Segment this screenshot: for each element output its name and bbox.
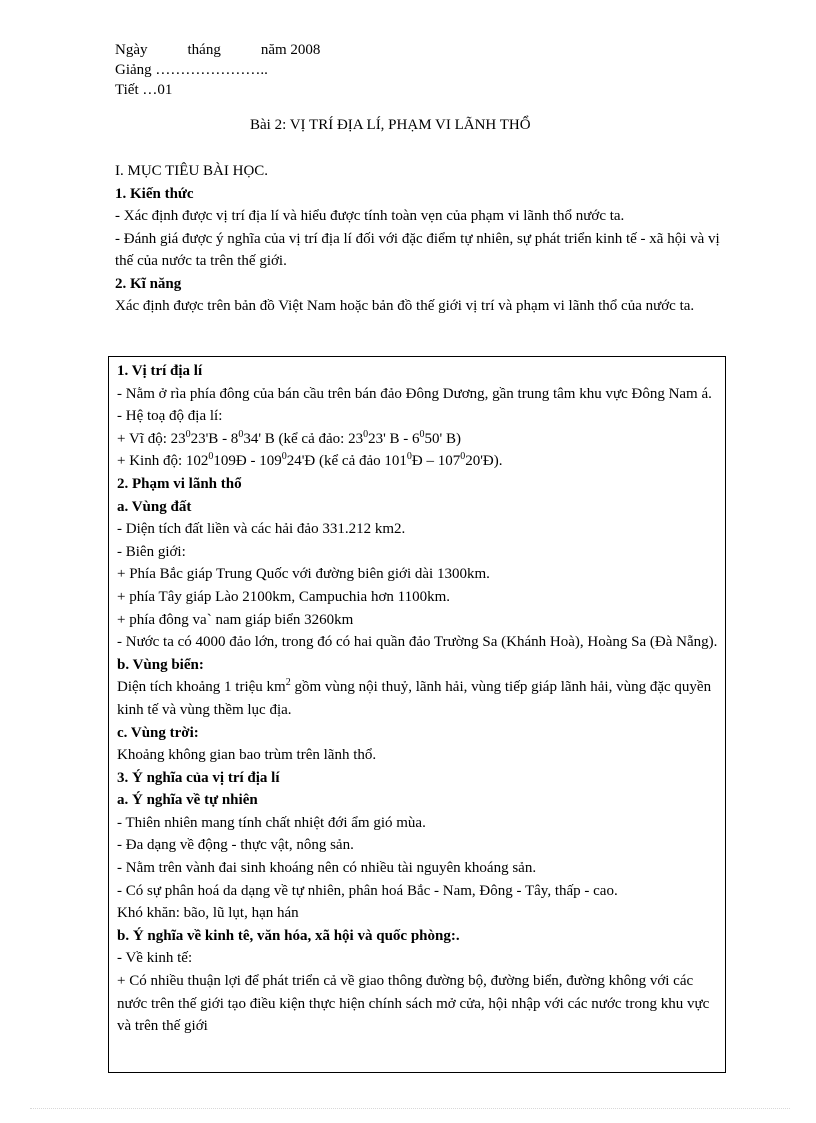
lesson-title: Bài 2: VỊ TRÍ ĐỊA LÍ, PHẠM VI LÃNH THỔ — [250, 117, 531, 133]
date-day-label: Ngày — [115, 42, 148, 58]
lesson-header — [115, 40, 320, 100]
section-heading: 1. Vị trí địa lí — [117, 363, 203, 379]
content-line: + Có nhiều thuận lợi để phát triển cả về giao thông đường bộ, đường biển, đường không với các nước trên thế giới tạo điều kiện thực hiện chính sách mở cửa, hội nhập với các nước trong khu vực và trên thế giới — [117, 973, 710, 1035]
content-line: + phía đông va` nam giáp biển 3260km — [117, 611, 354, 628]
content-line: - Nằm trên vành đai sinh khoáng nên có nhiều tài nguyên khoáng sản. — [117, 860, 537, 877]
subsection-heading: b. Vùng biển: — [117, 656, 204, 673]
date-month-label: tháng — [187, 42, 221, 58]
content-line: Khó khăn: bão, lũ lụt, hạn hán — [117, 905, 299, 922]
content-line: Khoảng không gian bao trùm trên lãnh thổ. — [117, 747, 377, 764]
content-line: - Nằm ở rìa phía đông của bán cầu trên bán đảo Đông Dương, gần trung tâm khu vực Đông Nam á. — [117, 385, 712, 402]
date-line — [115, 40, 320, 60]
subsection-heading: b. Ý nghĩa về kinh tê, văn hóa, xã hội và quốc phòng:. — [117, 927, 460, 944]
knowledge-heading: 1. Kiến thức — [115, 185, 194, 202]
content-line: + phía Tây giáp Lào 2100km, Campuchia hơn 1100km. — [117, 588, 451, 605]
subsection-heading: a. Ý nghĩa về tự nhiên — [117, 792, 258, 809]
content-line: - Hệ toạ độ địa lí: — [117, 408, 223, 425]
teaching-line: Giảng ………………….. — [115, 62, 268, 78]
content-line: + Phía Bắc giáp Trung Quốc với đường biên giới dài 1300km. — [117, 566, 490, 583]
footer-divider — [30, 1108, 790, 1109]
longitude-line: + Kinh độ: $102^0109Đ$ - $109^024'Đ$ (kể cả đảo $101^0Đ$ – $107^020'Đ$). — [117, 451, 503, 470]
content-line: - Đa dạng về động - thực vật, nông sản. — [117, 837, 354, 854]
content-line: - Diện tích đất liền và các hải đảo 331.212 km2. — [117, 521, 406, 538]
knowledge-item: - Đánh giá được ý nghĩa của vị trí địa lí đối với đặc điểm tự nhiên, sự phát triển kinh tế - xã hội và vị thế của nước ta trên thế giới. — [115, 230, 720, 269]
objectives-section — [115, 160, 725, 318]
knowledge-item: - Xác định được vị trí địa lí và hiểu được tính toàn vẹn của phạm vi lãnh thổ nước ta. — [115, 208, 625, 224]
content-line: - Về kinh tế: — [117, 950, 193, 967]
sea-area-line: Diện tích khoảng 1 triệu $km^2$ gồm vùng nội thuỷ, lãnh hải, vùng tiếp giáp lãnh hải, vùng đặc quyền kinh tế và vùng thềm lục địa. — [117, 677, 712, 718]
content-line: - Nước ta có 4000 đảo lớn, trong đó có hai quần đảo Trường Sa (Khánh Hoà), Hoàng Sa (Đà Nẵng). — [117, 634, 718, 651]
content-line: - Biên giới: — [117, 543, 186, 560]
objectives-heading: I. MỤC TIÊU BÀI HỌC. — [115, 163, 269, 179]
section-heading: 3. Ý nghĩa của vị trí địa lí — [117, 769, 280, 786]
content-box — [108, 356, 726, 1073]
period-line: Tiết …01 — [115, 82, 173, 98]
content-line: - Thiên nhiên mang tính chất nhiệt đới ẩm gió mùa. — [117, 814, 426, 831]
date-year-label: năm 2008 — [260, 42, 321, 58]
section-heading: 2. Phạm vi lãnh thổ — [117, 475, 242, 492]
skill-heading: 2. Kĩ năng — [115, 275, 182, 292]
subsection-heading: a. Vùng đất — [117, 498, 192, 515]
skill-item: Xác định được trên bản đồ Việt Nam hoặc bản đồ thế giới vị trí và phạm vi lãnh thổ của nước ta. — [115, 298, 695, 314]
content-line: - Có sự phân hoá da dạng về tự nhiên, phân hoá Bắc - Nam, Đông - Tây, thấp - cao. — [117, 882, 618, 899]
latitude-line: + Vĩ độ: $23^023'B - 8^034'$ B (kể cả đảo: $23^023'$ B - $6^050'$ B) — [117, 428, 461, 447]
subsection-heading: c. Vùng trời: — [117, 724, 199, 741]
